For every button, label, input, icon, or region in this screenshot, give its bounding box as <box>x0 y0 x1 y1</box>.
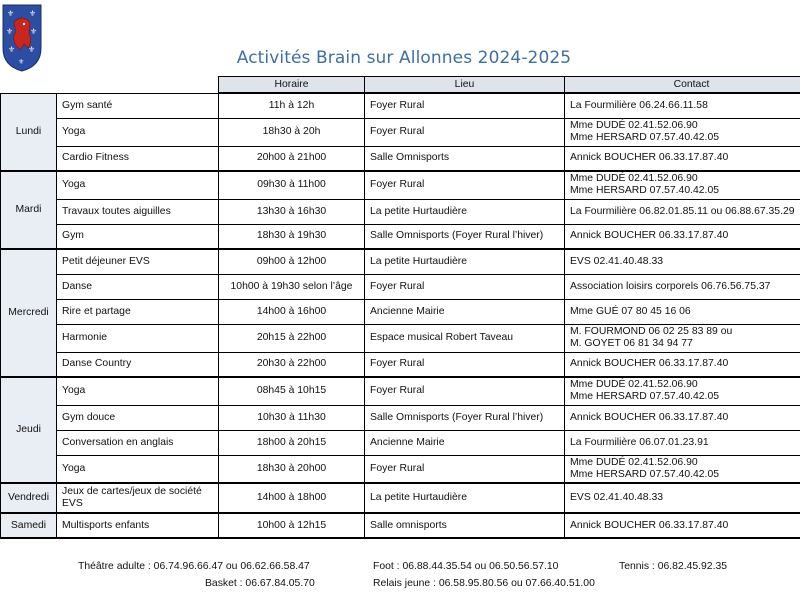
table-row <box>1 249 800 274</box>
contact-cell <box>565 324 800 352</box>
contact-line: Annick BOUCHER 06.33.17.87.40 <box>570 519 729 531</box>
contact-line: La Fourmilière 06.24.66.11.58 <box>570 99 708 111</box>
horaire-cell: 09h00 à 12h00 <box>219 249 365 274</box>
contact-line: Annick BOUCHER 06.33.17.87.40 <box>570 411 729 423</box>
lieu-cell: Salle omnisports <box>365 513 565 538</box>
svg-text:⚜: ⚜ <box>30 27 38 36</box>
contact-cell <box>565 483 800 513</box>
contact-line: Annick BOUCHER 06.33.17.87.40 <box>570 230 729 242</box>
contact-line: Mme HERSARD 07.57.40.42.05 <box>570 468 720 480</box>
day-label: Vendredi <box>1 483 57 513</box>
horaire-cell: 20h15 à 22h00 <box>219 324 365 352</box>
table-row <box>1 377 800 405</box>
contact-line: Mme DUDÉ 02.41.52.06.90 <box>570 173 698 185</box>
table-row <box>1 224 800 249</box>
contact-line: Mme HERSARD 07.57.40.42.05 <box>570 391 720 403</box>
activity-cell: Yoga <box>57 118 219 146</box>
page-title: Activités Brain sur Allonnes 2024-2025 <box>236 48 572 68</box>
horaire-cell: 10h30 à 11h30 <box>219 405 365 430</box>
contact-line: Mme HERSARD 07.57.40.42.05 <box>570 185 720 197</box>
lieu-cell: Salle Omnisports (Foyer Rural l’hiver) <box>365 224 565 249</box>
day-label: Samedi <box>1 513 57 538</box>
activity-cell: Petit déjeuner EVS <box>57 249 219 274</box>
header-blank <box>1 77 219 94</box>
contact-line: EVS 02.41.40.48.33 <box>570 255 664 267</box>
table-row <box>1 352 800 377</box>
horaire-cell: 18h30 à 20h00 <box>219 455 365 483</box>
contact-cell <box>565 455 800 483</box>
table-row <box>1 455 800 483</box>
contact-line: Mme GUÉ 07 80 45 16 06 <box>570 305 691 317</box>
horaire-cell: 14h00 à 16h00 <box>219 299 365 324</box>
lieu-cell: La petite Hurtaudière <box>365 199 565 224</box>
horaire-cell: 18h30 à 20h <box>219 118 365 146</box>
table-row <box>1 93 800 118</box>
day-label: Lundi <box>1 93 57 171</box>
contact-line: La Fourmilière 06.07.01.23.91 <box>570 436 709 448</box>
horaire-cell: 09h30 à 11h00 <box>219 171 365 199</box>
activity-cell: Rire et partage <box>57 299 219 324</box>
activity-cell: Yoga <box>57 455 219 483</box>
header-lieu: Lieu <box>365 77 565 94</box>
lieu-cell: Foyer Rural <box>365 93 565 118</box>
activity-cell: Danse <box>57 274 219 299</box>
lieu-cell: Foyer Rural <box>365 455 565 483</box>
contact-line: Annick BOUCHER 06.33.17.87.40 <box>570 152 729 164</box>
footer-theatre: Théâtre adulte : 06.74.96.66.47 ou 06.62.66.58.47 <box>78 561 310 572</box>
horaire-cell: 20h00 à 21h00 <box>219 146 365 171</box>
table-row <box>1 299 800 324</box>
lieu-cell: Foyer Rural <box>365 171 565 199</box>
activity-cell: Danse Country <box>57 352 219 377</box>
table-row <box>1 199 800 224</box>
header-contact: Contact <box>565 77 800 94</box>
contact-cell <box>565 118 800 146</box>
contact-line: Mme HERSARD 07.57.40.42.05 <box>570 132 720 143</box>
contact-cell <box>565 299 800 324</box>
lieu-cell: Foyer Rural <box>365 352 565 377</box>
lieu-cell: Ancienne Mairie <box>365 299 565 324</box>
activity-cell: Harmonie <box>57 324 219 352</box>
horaire-cell: 08h45 à 10h15 <box>219 377 365 405</box>
contact-line: Mme DUDÉ 02.41.52.06.90 <box>570 120 698 131</box>
activity-cell: Conversation en anglais <box>57 430 219 455</box>
horaire-cell: 10h00 à 12h15 <box>219 513 365 538</box>
contact-line: M. FOURMOND 06 02 25 83 89 ou <box>570 326 733 337</box>
footer-basket: Basket : 06.67.84.05.70 <box>205 578 315 589</box>
lieu-cell: Foyer Rural <box>365 274 565 299</box>
table-row <box>1 405 800 430</box>
table-row <box>1 483 800 513</box>
svg-text:⚜: ⚜ <box>18 58 25 66</box>
table-row <box>1 324 800 352</box>
lieu-cell: Foyer Rural <box>365 377 565 405</box>
horaire-cell: 10h00 à 19h30 selon l’âge <box>219 274 365 299</box>
contact-line: M. GOYET 06 81 34 94 77 <box>570 338 693 349</box>
horaire-cell: 11h à 12h <box>219 93 365 118</box>
activity-cell: Yoga <box>57 377 219 405</box>
table-row <box>1 146 800 171</box>
svg-text:⚜: ⚜ <box>7 9 15 18</box>
table-header-row <box>1 77 800 94</box>
activity-cell: Cardio Fitness <box>57 146 219 171</box>
table-row <box>1 118 800 146</box>
contact-cell <box>565 405 800 430</box>
activity-cell: Gym douce <box>57 405 219 430</box>
lieu-cell: Ancienne Mairie <box>365 430 565 455</box>
footer-tennis: Tennis : 06.82.45.92.35 <box>619 561 728 572</box>
contact-line: Mme DUDÉ 02.41.52.06.90 <box>570 379 698 391</box>
horaire-cell: 18h30 à 19h30 <box>219 224 365 249</box>
day-label: Jeudi <box>1 377 57 483</box>
svg-text:⚜: ⚜ <box>29 9 37 18</box>
contact-line: Annick BOUCHER 06.33.17.87.40 <box>570 358 729 370</box>
horaire-cell: 13h30 à 16h30 <box>219 199 365 224</box>
activity-cell: Yoga <box>57 171 219 199</box>
contact-cell <box>565 171 800 199</box>
contact-cell <box>565 224 800 249</box>
contact-line: Association loisirs corporels 06.76.56.75.37 <box>570 280 771 292</box>
activity-cell: Multisports enfants <box>57 513 219 538</box>
footer-foot: Foot : 06.88.44.35.54 ou 06.50.56.57.10 <box>373 561 559 572</box>
lieu-cell: Salle Omnisports <box>365 146 565 171</box>
lieu-cell: Foyer Rural <box>365 118 565 146</box>
table-row <box>1 171 800 199</box>
horaire-cell: 18h00 à 20h15 <box>219 430 365 455</box>
lieu-cell: La petite Hurtaudière <box>365 249 565 274</box>
lieu-cell: Salle Omnisports (Foyer Rural l’hiver) <box>365 405 565 430</box>
contact-cell <box>565 146 800 171</box>
contact-cell <box>565 377 800 405</box>
day-label: Mercredi <box>1 249 57 377</box>
schedule-table <box>0 76 800 539</box>
table-row <box>1 274 800 299</box>
activity-cell: Jeux de cartes/jeux de société EVS <box>57 483 219 513</box>
contact-line: Mme DUDÉ 02.41.52.06.90 <box>570 456 698 468</box>
contact-cell <box>565 352 800 377</box>
contact-cell <box>565 430 800 455</box>
contact-cell <box>565 274 800 299</box>
horaire-cell: 20h30 à 22h00 <box>219 352 365 377</box>
activity-cell: Gym <box>57 224 219 249</box>
svg-text:⚜: ⚜ <box>6 27 14 36</box>
activity-cell: Gym santé <box>57 93 219 118</box>
table-row <box>1 430 800 455</box>
day-label: Mardi <box>1 171 57 249</box>
svg-text:⚜: ⚜ <box>28 45 36 54</box>
contact-cell <box>565 199 800 224</box>
header-horaire: Horaire <box>219 77 365 94</box>
contact-cell <box>565 249 800 274</box>
contact-line: La Fourmilière 06.82.01.85.11 ou 06.88.67.35.29 <box>570 205 795 217</box>
contact-line: EVS 02.41.40.48.33 <box>570 492 664 503</box>
table-row <box>1 513 800 538</box>
contact-cell <box>565 93 800 118</box>
horaire-cell: 14h00 à 18h00 <box>219 483 365 513</box>
footer-relais: Relais jeune : 06.58.95.80.56 ou 07.66.40.51.00 <box>373 578 595 589</box>
lieu-cell: La petite Hurtaudière <box>365 483 565 513</box>
schedule-body <box>1 93 800 538</box>
activity-cell: Travaux toutes aiguilles <box>57 199 219 224</box>
lieu-cell: Espace musical Robert Taveau <box>365 324 565 352</box>
contact-cell <box>565 513 800 538</box>
svg-text:⚜: ⚜ <box>8 45 16 54</box>
